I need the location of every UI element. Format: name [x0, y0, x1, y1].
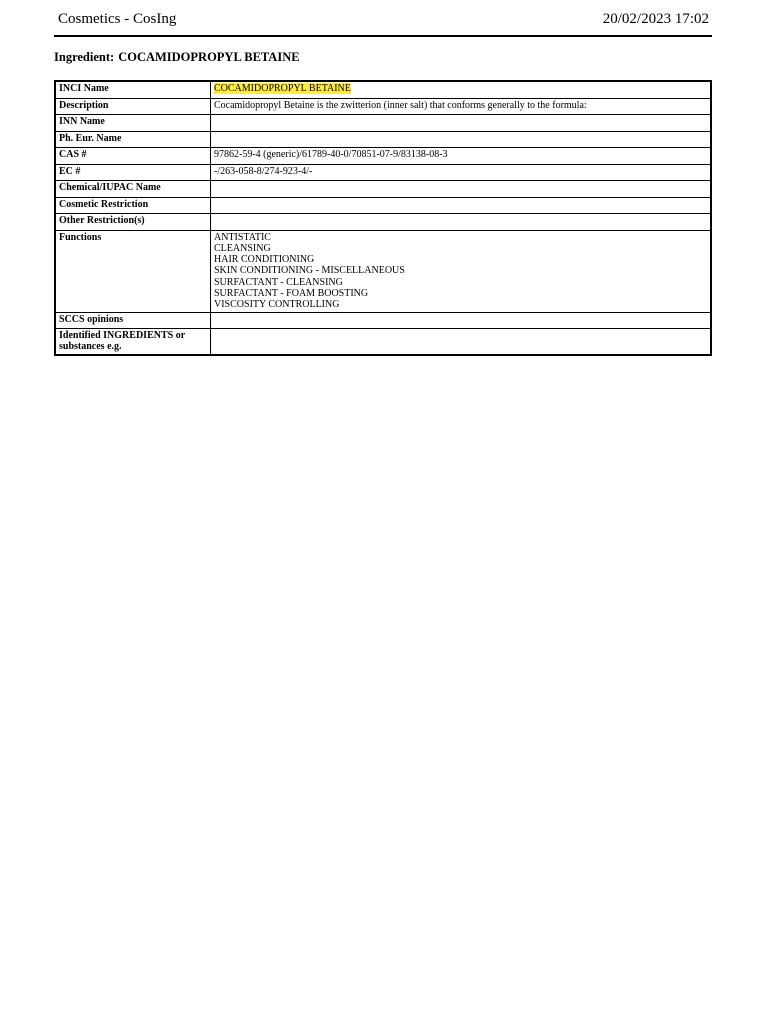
ingredient-heading	[54, 50, 300, 65]
chemical-iupac-name-label: Chemical/IUPAC Name	[55, 181, 211, 198]
functions-label: Functions	[55, 230, 211, 312]
sccs-opinions-label: SCCS opinions	[55, 312, 211, 329]
inci-name-value-cell	[211, 81, 712, 98]
table-row-sccs-opinions	[55, 312, 711, 329]
inn-name-label: INN Name	[55, 115, 211, 132]
table-row-ph-eur-name	[55, 131, 711, 148]
page-header	[54, 10, 712, 37]
inn-name-value	[211, 115, 712, 132]
function-item: SURFACTANT - CLEANSING	[214, 276, 343, 288]
chemical-iupac-name-value	[211, 181, 712, 198]
description-value: Cocamidopropyl Betaine is the zwitterion (inner salt) that conforms generally to the formula:	[211, 98, 712, 115]
other-restrictions-label: Other Restriction(s)	[55, 214, 211, 231]
functions-value	[211, 230, 712, 312]
function-item: CLEANSING	[214, 242, 271, 254]
identified-ingredients-value	[211, 329, 712, 355]
function-item: ANTISTATIC	[214, 231, 271, 243]
table-row-inn-name	[55, 115, 711, 132]
function-item: HAIR CONDITIONING	[214, 254, 315, 266]
description-label: Description	[55, 98, 211, 115]
table-row-inci-name	[55, 81, 711, 98]
sccs-opinions-value	[211, 312, 712, 329]
table-row-description	[55, 98, 711, 115]
table-row-identified-ingredients	[55, 329, 711, 355]
ingredient-heading-prefix: Ingredient:	[54, 50, 115, 64]
function-item: SURFACTANT - FOAM BOOSTING	[214, 287, 369, 299]
ingredient-heading-name: COCAMIDOPROPYL BETAINE	[118, 50, 300, 64]
table-row-chemical-iupac-name	[55, 181, 711, 198]
table-row-ec	[55, 164, 711, 181]
ph-eur-name-value	[211, 131, 712, 148]
header-datetime: 20/02/2023 17:02	[602, 11, 709, 27]
cas-label: CAS #	[55, 148, 211, 165]
ec-value: -/263-058-8/274-923-4/-	[211, 164, 712, 181]
function-item: SKIN CONDITIONING - MISCELLANEOUS	[214, 265, 405, 277]
table-row-cosmetic-restriction	[55, 197, 711, 214]
identified-ingredients-label: Identified INGREDIENTS or substances e.g.	[55, 329, 211, 355]
ingredient-info-table	[54, 80, 712, 356]
table-row-other-restrictions	[55, 214, 711, 231]
functions-list	[214, 232, 707, 311]
other-restrictions-value	[211, 214, 712, 231]
ph-eur-name-label: Ph. Eur. Name	[55, 131, 211, 148]
function-item: VISCOSITY CONTROLLING	[214, 299, 340, 311]
cas-value: 97862-59-4 (generic)/61789-40-0/70851-07-9/83138-08-3	[211, 148, 712, 165]
cosmetic-restriction-label: Cosmetic Restriction	[55, 197, 211, 214]
table-row-functions	[55, 230, 711, 312]
cosmetic-restriction-value	[211, 197, 712, 214]
table-row-cas	[55, 148, 711, 165]
inci-name-label: INCI Name	[55, 81, 211, 98]
ec-label: EC #	[55, 164, 211, 181]
inci-name-value: COCAMIDOPROPYL BETAINE	[214, 83, 351, 94]
header-title: Cosmetics - CosIng	[58, 11, 177, 27]
